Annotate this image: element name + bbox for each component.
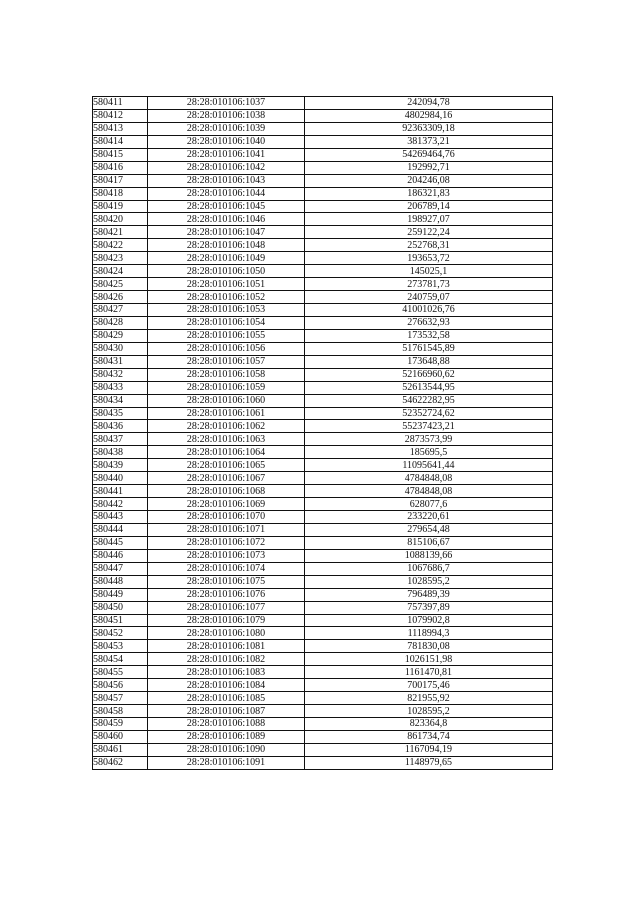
table-row	[93, 562, 553, 575]
table-row	[93, 97, 553, 110]
cadastral-number-cell: 28:28:010106:1048	[148, 239, 305, 252]
cadastral-number-cell: 28:28:010106:1084	[148, 679, 305, 692]
cadastral-number-cell: 28:28:010106:1083	[148, 666, 305, 679]
value-cell: 92363309,18	[305, 122, 553, 135]
cadastral-number-cell: 28:28:010106:1064	[148, 446, 305, 459]
cadastral-number-cell: 28:28:010106:1070	[148, 511, 305, 524]
cadastral-number-cell: 28:28:010106:1051	[148, 278, 305, 291]
table-row	[93, 135, 553, 148]
table-row	[93, 148, 553, 161]
cadastral-number-cell: 28:28:010106:1054	[148, 316, 305, 329]
value-cell: 173648,88	[305, 355, 553, 368]
value-cell: 1067686,7	[305, 562, 553, 575]
row-number-cell: 580423	[93, 252, 148, 265]
value-cell: 1118994,3	[305, 627, 553, 640]
table-row	[93, 756, 553, 769]
row-number-cell: 580448	[93, 575, 148, 588]
table-row	[93, 394, 553, 407]
cadastral-number-cell: 28:28:010106:1067	[148, 472, 305, 485]
row-number-cell: 580455	[93, 666, 148, 679]
row-number-cell: 580426	[93, 291, 148, 304]
cadastral-number-cell: 28:28:010106:1069	[148, 498, 305, 511]
value-cell: 198927,07	[305, 213, 553, 226]
cadastral-number-cell: 28:28:010106:1055	[148, 329, 305, 342]
table-row	[93, 485, 553, 498]
value-cell: 233220,61	[305, 511, 553, 524]
table-row	[93, 368, 553, 381]
row-number-cell: 580443	[93, 511, 148, 524]
row-number-cell: 580441	[93, 485, 148, 498]
table-row	[93, 614, 553, 627]
value-cell: 259122,24	[305, 226, 553, 239]
table-row	[93, 730, 553, 743]
table-row	[93, 523, 553, 536]
value-cell: 185695,5	[305, 446, 553, 459]
cadastral-number-cell: 28:28:010106:1071	[148, 523, 305, 536]
row-number-cell: 580456	[93, 679, 148, 692]
table-row	[93, 536, 553, 549]
value-cell: 1088139,66	[305, 549, 553, 562]
value-cell: 54622282,95	[305, 394, 553, 407]
cadastral-number-cell: 28:28:010106:1058	[148, 368, 305, 381]
table-row	[93, 109, 553, 122]
value-cell: 1028595,2	[305, 705, 553, 718]
cadastral-number-cell: 28:28:010106:1037	[148, 97, 305, 110]
row-number-cell: 580451	[93, 614, 148, 627]
cadastral-number-cell: 28:28:010106:1050	[148, 265, 305, 278]
table-row	[93, 200, 553, 213]
value-cell: 173532,58	[305, 329, 553, 342]
table-row	[93, 446, 553, 459]
cadastral-number-cell: 28:28:010106:1043	[148, 174, 305, 187]
value-cell: 1148979,65	[305, 756, 553, 769]
table-row	[93, 355, 553, 368]
cadastral-number-cell: 28:28:010106:1052	[148, 291, 305, 304]
cadastral-number-cell: 28:28:010106:1049	[148, 252, 305, 265]
row-number-cell: 580440	[93, 472, 148, 485]
row-number-cell: 580428	[93, 316, 148, 329]
row-number-cell: 580449	[93, 588, 148, 601]
row-number-cell: 580460	[93, 730, 148, 743]
table-row	[93, 588, 553, 601]
row-number-cell: 580457	[93, 692, 148, 705]
value-cell: 240759,07	[305, 291, 553, 304]
value-cell: 52352724,62	[305, 407, 553, 420]
table-row	[93, 653, 553, 666]
table-row	[93, 342, 553, 355]
table-row	[93, 705, 553, 718]
value-cell: 11095641,44	[305, 459, 553, 472]
table-row	[93, 666, 553, 679]
row-number-cell: 580419	[93, 200, 148, 213]
row-number-cell: 580438	[93, 446, 148, 459]
value-cell: 628077,6	[305, 498, 553, 511]
value-cell: 700175,46	[305, 679, 553, 692]
table-row	[93, 549, 553, 562]
table-row	[93, 329, 553, 342]
row-number-cell: 580414	[93, 135, 148, 148]
cadastral-number-cell: 28:28:010106:1082	[148, 653, 305, 666]
cadastral-number-cell: 28:28:010106:1042	[148, 161, 305, 174]
cadastral-number-cell: 28:28:010106:1060	[148, 394, 305, 407]
table-body	[93, 97, 553, 770]
value-cell: 51761545,89	[305, 342, 553, 355]
row-number-cell: 580422	[93, 239, 148, 252]
value-cell: 757397,89	[305, 601, 553, 614]
cadastral-number-cell: 28:28:010106:1065	[148, 459, 305, 472]
cadastral-number-cell: 28:28:010106:1041	[148, 148, 305, 161]
value-cell: 861734,74	[305, 730, 553, 743]
cadastral-number-cell: 28:28:010106:1089	[148, 730, 305, 743]
row-number-cell: 580444	[93, 523, 148, 536]
value-cell: 1161470,81	[305, 666, 553, 679]
table-row	[93, 252, 553, 265]
table-row	[93, 213, 553, 226]
row-number-cell: 580417	[93, 174, 148, 187]
table-row	[93, 433, 553, 446]
table-row	[93, 627, 553, 640]
cadastral-number-cell: 28:28:010106:1087	[148, 705, 305, 718]
row-number-cell: 580411	[93, 97, 148, 110]
row-number-cell: 580458	[93, 705, 148, 718]
cadastral-number-cell: 28:28:010106:1074	[148, 562, 305, 575]
value-cell: 192992,71	[305, 161, 553, 174]
value-cell: 823364,8	[305, 718, 553, 731]
cadastral-number-cell: 28:28:010106:1046	[148, 213, 305, 226]
row-number-cell: 580429	[93, 329, 148, 342]
cadastral-number-cell: 28:28:010106:1091	[148, 756, 305, 769]
cadastral-number-cell: 28:28:010106:1072	[148, 536, 305, 549]
cadastral-number-cell: 28:28:010106:1073	[148, 549, 305, 562]
row-number-cell: 580421	[93, 226, 148, 239]
value-cell: 2873573,99	[305, 433, 553, 446]
cadastral-number-cell: 28:28:010106:1057	[148, 355, 305, 368]
row-number-cell: 580459	[93, 718, 148, 731]
row-number-cell: 580447	[93, 562, 148, 575]
row-number-cell: 580436	[93, 420, 148, 433]
table-row	[93, 278, 553, 291]
table-row	[93, 265, 553, 278]
value-cell: 4784848,08	[305, 485, 553, 498]
row-number-cell: 580446	[93, 549, 148, 562]
row-number-cell: 580412	[93, 109, 148, 122]
cadastral-number-cell: 28:28:010106:1044	[148, 187, 305, 200]
cadastral-number-cell: 28:28:010106:1047	[148, 226, 305, 239]
value-cell: 242094,78	[305, 97, 553, 110]
row-number-cell: 580430	[93, 342, 148, 355]
table-row	[93, 420, 553, 433]
table-row	[93, 472, 553, 485]
value-cell: 279654,48	[305, 523, 553, 536]
row-number-cell: 580424	[93, 265, 148, 278]
row-number-cell: 580454	[93, 653, 148, 666]
table-row	[93, 459, 553, 472]
value-cell: 52613544,95	[305, 381, 553, 394]
table-row	[93, 226, 553, 239]
table-row	[93, 161, 553, 174]
value-cell: 186321,83	[305, 187, 553, 200]
cadastral-value-table	[92, 96, 553, 770]
value-cell: 4784848,08	[305, 472, 553, 485]
value-cell: 41001026,76	[305, 304, 553, 317]
table-row	[93, 601, 553, 614]
cadastral-number-cell: 28:28:010106:1088	[148, 718, 305, 731]
cadastral-number-cell: 28:28:010106:1040	[148, 135, 305, 148]
cadastral-number-cell: 28:28:010106:1081	[148, 640, 305, 653]
row-number-cell: 580452	[93, 627, 148, 640]
row-number-cell: 580420	[93, 213, 148, 226]
value-cell: 796489,39	[305, 588, 553, 601]
cadastral-number-cell: 28:28:010106:1080	[148, 627, 305, 640]
row-number-cell: 580435	[93, 407, 148, 420]
table-row	[93, 291, 553, 304]
value-cell: 1026151,98	[305, 653, 553, 666]
row-number-cell: 580445	[93, 536, 148, 549]
cadastral-number-cell: 28:28:010106:1077	[148, 601, 305, 614]
value-cell: 55237423,21	[305, 420, 553, 433]
value-cell: 1167094,19	[305, 743, 553, 756]
value-cell: 252768,31	[305, 239, 553, 252]
row-number-cell: 580437	[93, 433, 148, 446]
table-row	[93, 407, 553, 420]
row-number-cell: 580434	[93, 394, 148, 407]
cadastral-number-cell: 28:28:010106:1075	[148, 575, 305, 588]
table-row	[93, 174, 553, 187]
row-number-cell: 580461	[93, 743, 148, 756]
value-cell: 193653,72	[305, 252, 553, 265]
row-number-cell: 580415	[93, 148, 148, 161]
cadastral-number-cell: 28:28:010106:1076	[148, 588, 305, 601]
cadastral-number-cell: 28:28:010106:1085	[148, 692, 305, 705]
cadastral-number-cell: 28:28:010106:1038	[148, 109, 305, 122]
row-number-cell: 580450	[93, 601, 148, 614]
row-number-cell: 580416	[93, 161, 148, 174]
row-number-cell: 580439	[93, 459, 148, 472]
value-cell: 381373,21	[305, 135, 553, 148]
table-row	[93, 692, 553, 705]
table-row	[93, 498, 553, 511]
table-row	[93, 679, 553, 692]
value-cell: 781830,08	[305, 640, 553, 653]
table-row	[93, 743, 553, 756]
cadastral-number-cell: 28:28:010106:1053	[148, 304, 305, 317]
cadastral-number-cell: 28:28:010106:1079	[148, 614, 305, 627]
row-number-cell: 580432	[93, 368, 148, 381]
cadastral-number-cell: 28:28:010106:1059	[148, 381, 305, 394]
table-row	[93, 381, 553, 394]
value-cell: 815106,67	[305, 536, 553, 549]
table-row	[93, 718, 553, 731]
row-number-cell: 580431	[93, 355, 148, 368]
value-cell: 52166960,62	[305, 368, 553, 381]
row-number-cell: 580427	[93, 304, 148, 317]
value-cell: 54269464,76	[305, 148, 553, 161]
row-number-cell: 580442	[93, 498, 148, 511]
row-number-cell: 580418	[93, 187, 148, 200]
table-row	[93, 239, 553, 252]
row-number-cell: 580413	[93, 122, 148, 135]
table-row	[93, 304, 553, 317]
value-cell: 276632,93	[305, 316, 553, 329]
table-row	[93, 640, 553, 653]
cadastral-number-cell: 28:28:010106:1061	[148, 407, 305, 420]
cadastral-number-cell: 28:28:010106:1090	[148, 743, 305, 756]
value-cell: 204246,08	[305, 174, 553, 187]
value-cell: 4802984,16	[305, 109, 553, 122]
value-cell: 1079902,8	[305, 614, 553, 627]
cadastral-number-cell: 28:28:010106:1068	[148, 485, 305, 498]
row-number-cell: 580462	[93, 756, 148, 769]
table-row	[93, 122, 553, 135]
table-row	[93, 511, 553, 524]
row-number-cell: 580425	[93, 278, 148, 291]
table-row	[93, 187, 553, 200]
cadastral-number-cell: 28:28:010106:1063	[148, 433, 305, 446]
value-cell: 145025,1	[305, 265, 553, 278]
value-cell: 206789,14	[305, 200, 553, 213]
cadastral-number-cell: 28:28:010106:1039	[148, 122, 305, 135]
cadastral-number-cell: 28:28:010106:1056	[148, 342, 305, 355]
cadastral-number-cell: 28:28:010106:1062	[148, 420, 305, 433]
value-cell: 273781,73	[305, 278, 553, 291]
value-cell: 821955,92	[305, 692, 553, 705]
table-row	[93, 316, 553, 329]
value-cell: 1028595,2	[305, 575, 553, 588]
cadastral-number-cell: 28:28:010106:1045	[148, 200, 305, 213]
row-number-cell: 580433	[93, 381, 148, 394]
table-row	[93, 575, 553, 588]
row-number-cell: 580453	[93, 640, 148, 653]
